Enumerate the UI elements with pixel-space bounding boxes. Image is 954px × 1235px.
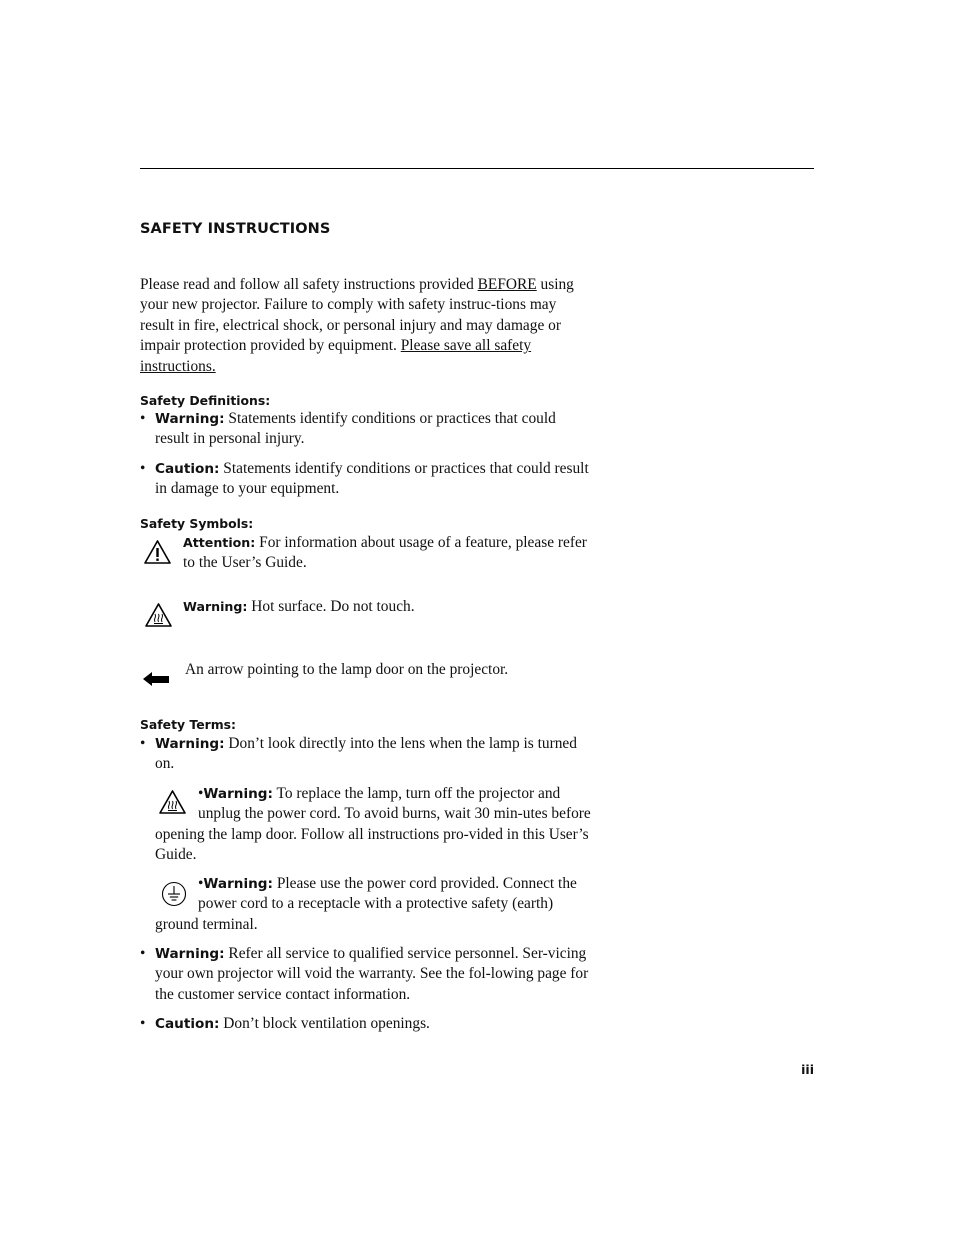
bullet: •: [198, 785, 204, 802]
term-label: Warning:: [155, 946, 225, 962]
intro-text-2: using your new projector. Failure to comply with safety instruc-tions may result in fire, electrical shock, or personal injury and may damage or impair protection provided by equipment.: [140, 276, 574, 355]
symbol-label: Attention:: [183, 535, 256, 550]
term-text: Refer all service to qualified service personnel. Ser-vicing your own projector will void the warranty. See the fol-lowing page for the customer service contact information.: [155, 945, 589, 1003]
definition-text: Statements identify conditions or practices that could result in damage to your equipment.: [155, 460, 589, 498]
definitions-heading: Safety Definitions:: [140, 393, 271, 408]
symbol-text: Hot surface. Do not touch.: [247, 598, 415, 615]
left-arrow-icon: [143, 670, 170, 688]
symbol-item-arrow: [185, 660, 592, 680]
bullet: •: [140, 460, 146, 477]
icon-spacer: [155, 874, 198, 914]
definition-text: Statements identify conditions or practices that could result in personal injury.: [155, 410, 556, 448]
intro-paragraph: [140, 275, 592, 377]
symbol-text: An arrow pointing to the lamp door on the projector.: [185, 661, 509, 678]
term-item-power-cord: [155, 874, 592, 935]
definition-item-caution: [140, 459, 592, 500]
attention-triangle-icon: [143, 539, 172, 565]
bullet: •: [140, 410, 146, 427]
symbols-heading: Safety Symbols:: [140, 516, 254, 531]
intro-before: BEFORE: [477, 276, 537, 293]
term-text: To replace the lamp, turn off the projector and unplug the power cord. To avoid burns, wait 30 min-utes before opening the lamp door. Follow all instructions pro-vided in this User’s Guide.: [155, 785, 591, 864]
bullet: •: [140, 945, 146, 962]
term-item-lens: [140, 734, 592, 775]
symbol-text: For information about usage of a feature, please refer to the User’s Guide.: [183, 534, 587, 572]
term-item-replace-lamp: [155, 784, 592, 866]
icon-spacer: [155, 784, 198, 824]
term-text: Please use the power cord provided. Connect the power cord to a receptacle with a protective safety (earth) ground terminal.: [155, 875, 577, 933]
definition-label: Caution:: [155, 461, 220, 477]
term-label: Warning:: [203, 786, 273, 802]
symbol-item-attention: [183, 533, 592, 574]
hot-surface-triangle-icon: [144, 602, 173, 628]
term-item-ventilation: [140, 1014, 592, 1034]
intro-text-1: Please read and follow all safety instructions provided: [140, 276, 478, 293]
definition-item-warning: [140, 409, 592, 450]
symbol-label: Warning:: [183, 599, 248, 614]
term-label: Warning:: [203, 876, 273, 892]
page-title: SAFETY INSTRUCTIONS: [140, 221, 331, 237]
terms-heading: Safety Terms:: [140, 717, 236, 732]
bullet: •: [140, 735, 146, 752]
intro-save-note: Please save all safety instructions.: [140, 337, 532, 375]
page-number: iii: [801, 1062, 814, 1077]
term-text: Don’t look directly into the lens when the lamp is turned on.: [155, 735, 577, 773]
term-label: Caution:: [155, 1016, 220, 1032]
symbol-item-hot-surface: [183, 597, 592, 617]
bullet: •: [140, 1015, 146, 1032]
term-label: Warning:: [155, 736, 225, 752]
header-rule: [140, 168, 814, 169]
term-item-service: [140, 944, 592, 1005]
term-text: Don’t block ventilation openings.: [219, 1015, 430, 1032]
bullet: •: [198, 875, 204, 892]
definition-label: Warning:: [155, 411, 225, 427]
